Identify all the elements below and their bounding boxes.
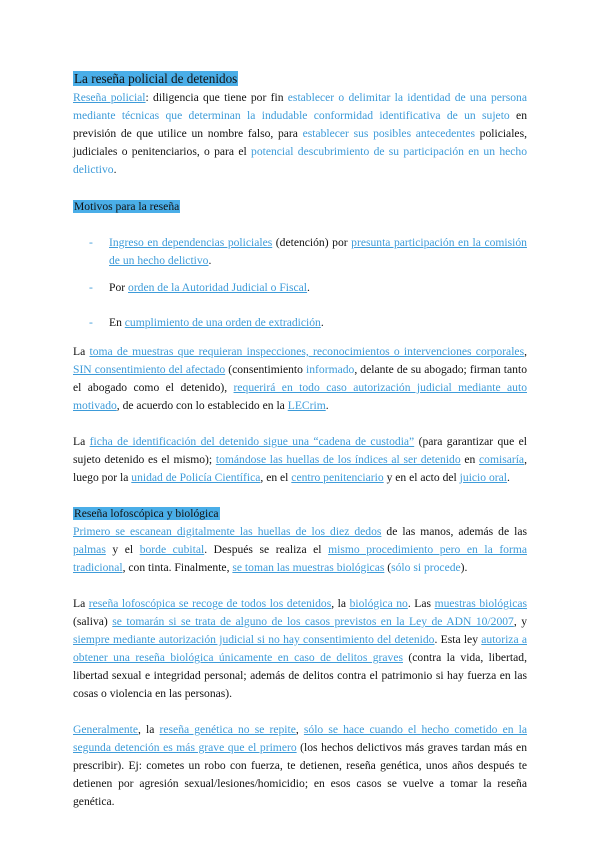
lofoscopica-paragraph: [73, 523, 527, 577]
text-span: Por: [109, 281, 129, 294]
text-span: La: [73, 597, 89, 610]
text-span: , y: [513, 615, 527, 628]
text-span: La: [73, 345, 90, 358]
text-span: ,: [524, 345, 527, 358]
underlined-span: sólo se hace cuando el hecho cometido en la segunda detención es más grave que el primero: [73, 723, 528, 754]
list-item: [73, 279, 527, 297]
underlined-span: toma de muestras que requieran inspecciones, reconocimientos o intervenciones corporales: [89, 345, 525, 358]
underlined-span: presunta participación en la comisión de un hecho delictivo: [109, 236, 527, 267]
emphasis-span: establecer o delimitar la identidad de una persona mediante técnicas que determinan la indudable conformidad identificativa de un sujeto: [73, 91, 527, 122]
text-span: .: [113, 163, 117, 176]
text-span: (para garantizar que el sujeto detenido es el mismo);: [73, 435, 527, 466]
underlined-span: reseña lofoscópica se recoge de todos los detenidos: [88, 597, 332, 610]
list-item: [73, 314, 527, 332]
underlined-span: requerirá en todo caso autorización judicial mediante auto motivado: [73, 381, 527, 412]
text-span: .: [320, 316, 324, 329]
underlined-span: palmas: [73, 543, 106, 556]
page-title: La reseña policial de detenidos: [74, 71, 238, 86]
text-span: y el: [105, 543, 140, 556]
text-span: (contra la vida, libertad, libertad sexual e integridad personal; además de delitos contra el patrimonio si hay fuerza en las cosas o violencia en las personas).: [73, 651, 527, 700]
underlined-span: Primero se escanean digitalmente las huellas de los diez dedos: [73, 525, 382, 538]
underlined-span: se toman las muestras biológicas: [232, 561, 385, 574]
text-span: en previsión de que utilice un nombre falso, para: [73, 109, 527, 140]
underlined-span: cumplimiento de una orden de extradición: [124, 316, 321, 329]
text-span: , con tinta. Finalmente,: [122, 561, 233, 574]
underlined-span: unidad de Policía Científica: [131, 471, 261, 484]
dash-bullet: -: [89, 316, 93, 329]
underlined-span: ficha de identificación del detenido sigue una “cadena de custodia”: [89, 435, 415, 448]
generalmente-paragraph: [73, 721, 527, 811]
text-span: (saliva): [73, 615, 113, 628]
underlined-span: borde cubital: [139, 543, 205, 556]
dash-bullet: -: [89, 236, 93, 249]
underlined-span: se tomarán si se trata de alguno de los casos previstos en la Ley de ADN 10/2007: [112, 615, 514, 628]
text-span: (detención) por: [272, 236, 352, 249]
emphasis-span: establecer sus posibles antecedentes: [302, 127, 475, 140]
dash-bullet: -: [89, 281, 93, 294]
text-span: en: [460, 453, 480, 466]
underlined-span: tomándose las huellas de los índices al ser detenido: [215, 453, 461, 466]
underlined-span: centro penitenciario: [291, 471, 384, 484]
underlined-span: reseña genética no se repite: [159, 723, 296, 736]
text-span: de las manos, además de las: [381, 525, 527, 538]
section-heading-motivos: Motivos para la reseña: [74, 200, 180, 213]
underlined-span: LECrim: [287, 399, 326, 412]
underlined-span: orden de la Autoridad Judicial o Fiscal: [128, 281, 308, 294]
text-span: , la: [138, 723, 160, 736]
emphasis-span: informado: [306, 363, 355, 376]
list-item: [73, 234, 527, 270]
text-span: , de acuerdo con lo establecido en la: [116, 399, 288, 412]
text-span: y en el acto del: [383, 471, 460, 484]
term-resena-policial: Reseña policial: [73, 91, 146, 104]
text-span: .: [507, 471, 510, 484]
emphasis-span: potencial descubrimiento de su participación en un hecho delictivo: [73, 145, 528, 176]
text-span: ).: [460, 561, 468, 574]
underlined-span: SIN consentimiento del afectado: [73, 363, 226, 376]
text-span: . Las: [407, 597, 435, 610]
text-span: . Esta ley: [434, 633, 482, 646]
muestras-biologicas-paragraph: [73, 595, 527, 703]
underlined-span: Ingreso en dependencias policiales: [109, 236, 273, 249]
text-span: (: [384, 561, 392, 574]
text-span: .: [208, 254, 212, 267]
text-span: , la: [331, 597, 350, 610]
document-body: [73, 70, 527, 811]
underlined-span: muestras biológicas: [434, 597, 528, 610]
section-heading-lofoscopica: Reseña lofoscópica y biológica: [74, 507, 219, 520]
underlined-span: comisaría: [479, 453, 525, 466]
toma-muestras-paragraph: [73, 343, 527, 415]
underlined-span: biológica no: [349, 597, 408, 610]
motivos-list: [73, 234, 527, 332]
text-span: En: [109, 316, 125, 329]
text-span: (los hechos delictivos más graves tardan más en prescribir). Ej: cometes un robo con fuerza, te detienen, reseña genética, unos años después te detienen por agresión sexual/lesiones/homicidio; en esos casos se vuelve a tomar la reseña genética.: [73, 741, 528, 808]
text-span: , luego por la: [73, 453, 527, 484]
text-span: , delante de su abogado; firman tanto el abogado como el detenido),: [73, 363, 527, 394]
text-span: .: [307, 281, 310, 294]
text-span: La: [73, 435, 90, 448]
underlined-span: siempre mediante autorización judicial si no hay consentimiento del detenido: [73, 633, 435, 646]
underlined-span: juicio oral: [459, 471, 507, 484]
text-span: . Después se realiza el: [204, 543, 329, 556]
text-span: policiales, judiciales o penitenciarios, o para el: [73, 127, 527, 158]
underlined-span: Generalmente: [73, 723, 139, 736]
ficha-paragraph: [73, 433, 527, 487]
text-span: : diligencia que tiene por fin: [145, 91, 288, 104]
text-span: ,: [295, 723, 304, 736]
emphasis-span: sólo si procede: [391, 561, 461, 574]
underlined-span: autoriza a obtener una reseña biológica únicamente en caso de delitos graves: [73, 633, 527, 664]
text-span: , en el: [260, 471, 292, 484]
underlined-span: mismo procedimiento pero en la forma tradicional: [73, 543, 528, 574]
intro-paragraph: [73, 89, 527, 179]
text-span: (consentimiento: [225, 363, 307, 376]
text-span: .: [325, 399, 329, 412]
